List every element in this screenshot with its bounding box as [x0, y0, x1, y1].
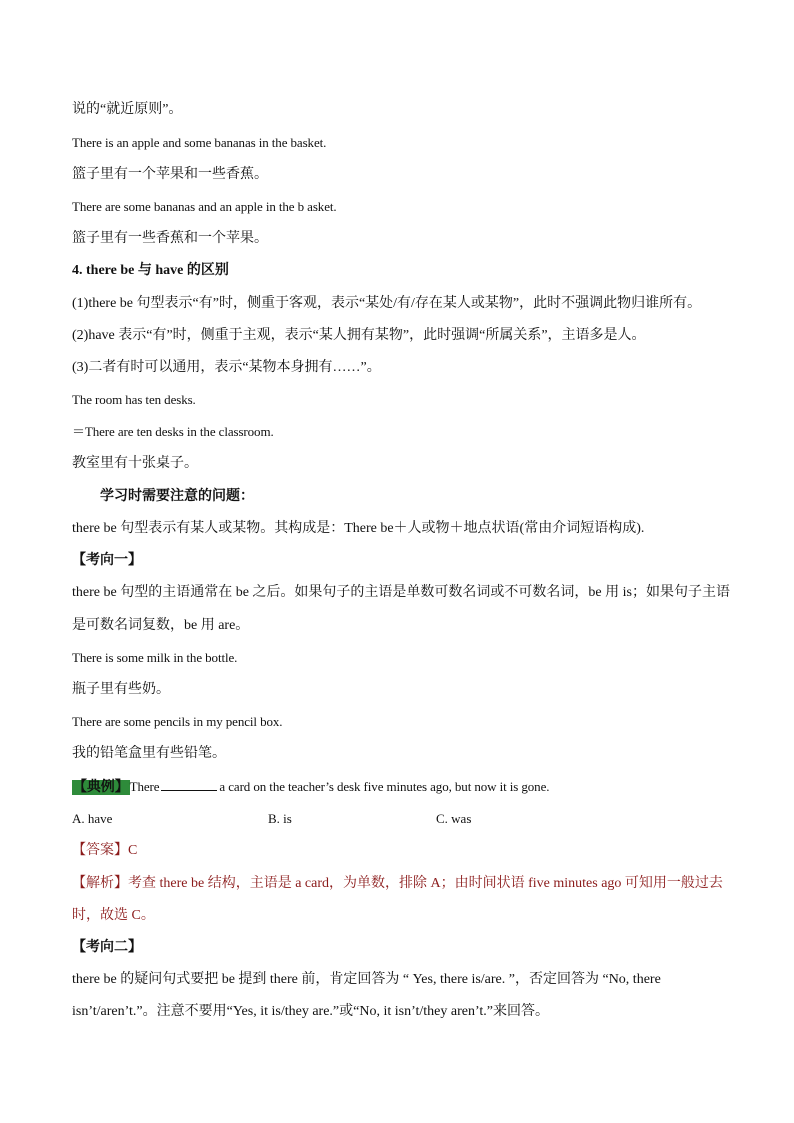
section-heading: 4. there be 与 have 的区别	[72, 263, 229, 278]
english-sentence: There is some milk in the bottle.	[72, 650, 238, 665]
text-line: (2)have 表示“有”时，侧重于主观，表示“某人拥有某物”，此时强调“所属关系”，主语多是人。	[72, 328, 646, 343]
chinese-translation: 瓶子里有些奶。	[72, 682, 170, 697]
question-start: There	[129, 779, 160, 794]
chinese-translation: 篮子里有一些香蕉和一个苹果。	[72, 231, 268, 246]
option-a: A. have	[72, 811, 113, 826]
fill-in-blank	[161, 778, 217, 791]
example-tag: 【典例】	[73, 780, 129, 795]
text-line: isn’t/aren’t.”。注意不要用“Yes, it is/they are.”或“No, it isn’t/they aren’t.”来回答。	[72, 1004, 549, 1019]
text-line: (3)二者有时可以通用，表示“某物本身拥有……”。	[72, 360, 381, 375]
chinese-translation: 篮子里有一个苹果和一些香蕉。	[72, 167, 268, 182]
english-sentence: The room has ten desks.	[72, 392, 196, 407]
text-line: 说的“就近原则”。	[72, 102, 183, 117]
chinese-translation: 教室里有十张桌子。	[72, 456, 198, 471]
example-question	[72, 777, 549, 798]
chinese-translation: 我的铅笔盒里有些铅笔。	[72, 746, 226, 761]
text-line: there be 句型表示有某人或某物。其构成是：There be＋人或物＋地点状语(常由介词短语构成).	[72, 521, 645, 536]
text-line: 是可数名词复数，be 用 are。	[72, 618, 250, 633]
english-sentence: There are some pencils in my pencil box.	[72, 714, 283, 729]
option-b: B. is	[268, 811, 292, 826]
analysis-line: 时，故选 C。	[72, 908, 155, 923]
english-sentence: There is an apple and some bananas in the basket.	[72, 135, 327, 150]
text-line: (1)there be 句型表示“有”时，侧重于客观，表示“某处/有/存在某人或某物”，此时不强调此物归谁所有。	[72, 296, 702, 311]
answer-line: 【答案】C	[72, 843, 138, 858]
section-heading: 【考向一】	[72, 553, 142, 568]
analysis-line: 【解析】考查 there be 结构，主语是 a card，为单数，排除 A；由时间状语 five minutes ago 可知用一般过去	[72, 876, 723, 891]
option-c: C. was	[436, 811, 472, 826]
text-line: there be 句型的主语通常在 be 之后。如果句子的主语是单数可数名词或不可数名词，be 用 is；如果句子主语	[72, 585, 730, 600]
english-sentence: ＝There are ten desks in the classroom.	[72, 424, 274, 439]
subsection-heading: 学习时需要注意的问题：	[100, 489, 254, 504]
text-line: there be 的疑问句式要把 be 提到 there 前，肯定回答为 “ Yes, there is/are. ”，否定回答为 “No, there	[72, 972, 661, 987]
section-heading: 【考向二】	[72, 940, 142, 955]
question-end: a card on the teacher’s desk five minutes ago, but now it is gone.	[219, 779, 550, 794]
english-sentence: There are some bananas and an apple in the b asket.	[72, 199, 337, 214]
